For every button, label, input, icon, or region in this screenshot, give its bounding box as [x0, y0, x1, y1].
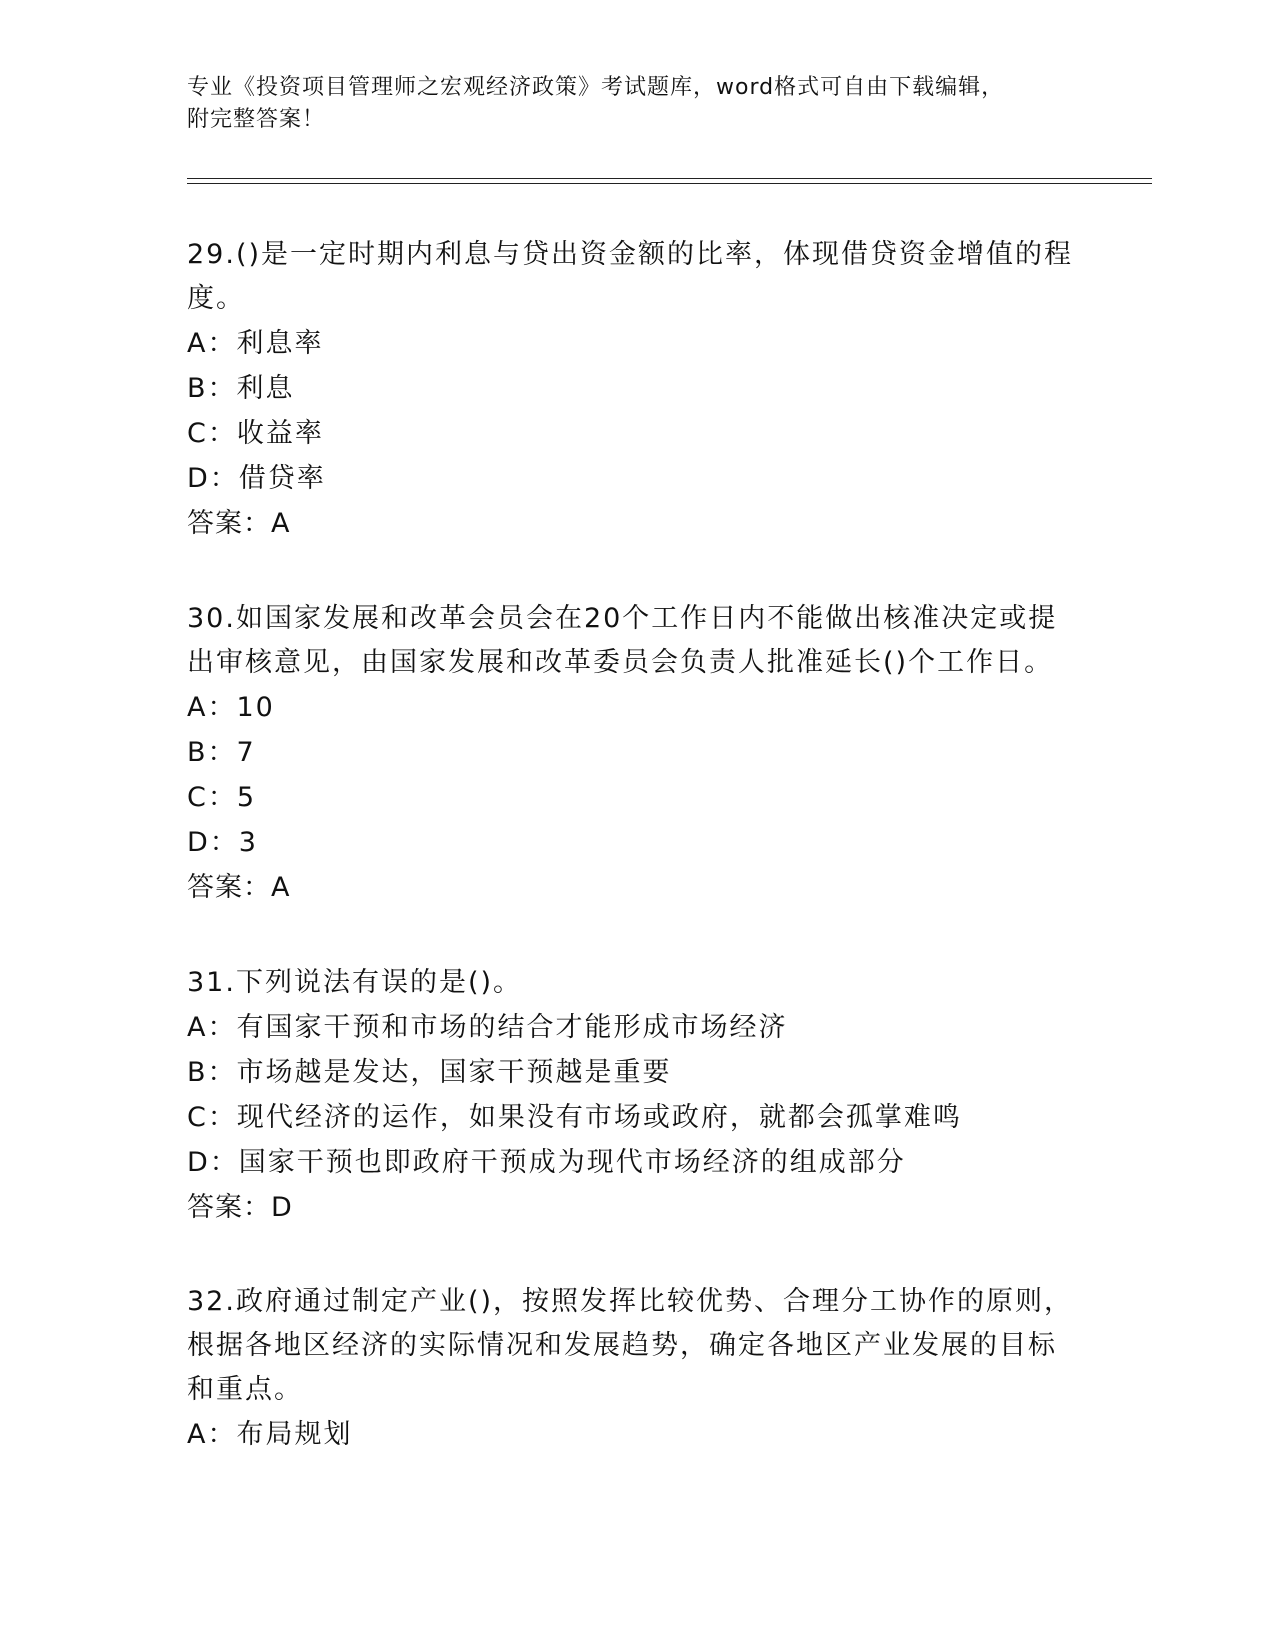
- question-stem-line: 29.()是一定时期内利息与贷出资金额的比率，体现借贷资金增值的程: [187, 239, 1074, 270]
- header-line-1: 专业《投资项目管理师之宏观经济政策》考试题库，word格式可自由下载编辑，: [187, 75, 1005, 100]
- answer: 答案：D: [187, 1192, 293, 1223]
- question-stem-line: 31.下列说法有误的是()。: [187, 967, 523, 998]
- question-stem-line: 出审核意见，由国家发展和改革委员会负责人批准延长()个工作日。: [187, 647, 1054, 678]
- question-30: [187, 597, 1087, 910]
- answer: 答案：A: [187, 508, 291, 539]
- option-b: B：7: [187, 737, 256, 768]
- question-32: [187, 1280, 1087, 1457]
- option-a: A：10: [187, 692, 275, 723]
- question-stem-line: 根据各地区经济的实际情况和发展趋势，确定各地区产业发展的目标: [187, 1330, 1057, 1361]
- option-b: B：市场越是发达，国家干预越是重要: [187, 1057, 672, 1088]
- option-c: C：收益率: [187, 418, 324, 449]
- option-c: C：5: [187, 782, 257, 813]
- question-stem-line: 度。: [187, 283, 245, 314]
- question-stem-line: 32.政府通过制定产业()，按照发挥比较优势、合理分工协作的原则，: [187, 1286, 1074, 1317]
- option-d: D：3: [187, 827, 258, 858]
- option-c: C：现代经济的运作，如果没有市场或政府，就都会孤掌难鸣: [187, 1102, 962, 1133]
- document-header: [187, 72, 1067, 136]
- header-line-2: 附完整答案！: [187, 107, 326, 132]
- header-divider-bottom: [187, 183, 1152, 184]
- option-a: A：布局规划: [187, 1419, 353, 1450]
- option-d: D：借贷率: [187, 463, 326, 494]
- question-stem-line: 和重点。: [187, 1374, 303, 1405]
- question-stem-line: 30.如国家发展和改革会员会在20个工作日内不能做出核准决定或提: [187, 603, 1058, 634]
- option-a: A：有国家干预和市场的结合才能形成市场经济: [187, 1012, 788, 1043]
- option-d: D：国家干预也即政府干预成为现代市场经济的组成部分: [187, 1147, 906, 1178]
- question-31: [187, 961, 1087, 1230]
- header-divider-top: [187, 178, 1152, 179]
- answer: 答案：A: [187, 872, 291, 903]
- option-a: A：利息率: [187, 328, 324, 359]
- question-29: [187, 233, 1087, 546]
- option-b: B：利息: [187, 373, 295, 404]
